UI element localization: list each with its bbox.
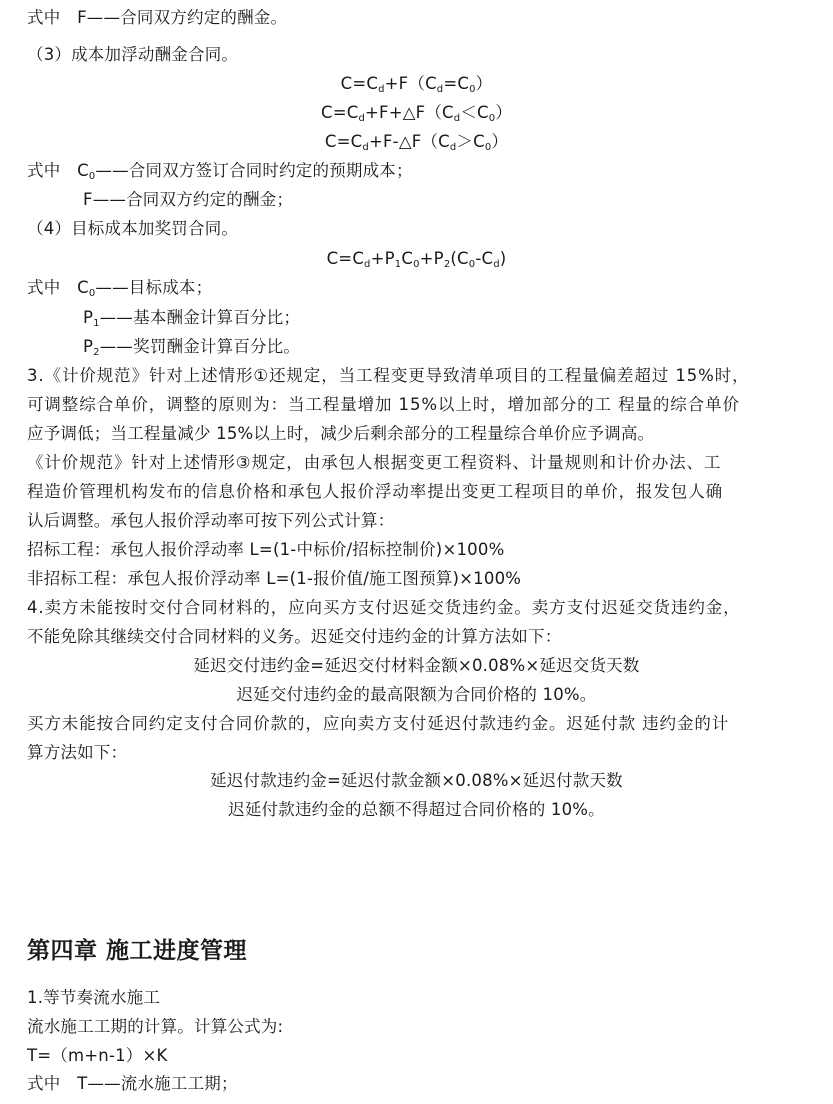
chapter-heading: 第四章 施工进度管理 <box>27 938 248 964</box>
text-line: 招标工程：承包人报价浮动率 L=(1-中标价/招标控制价)×100% <box>27 540 505 559</box>
text-line: $P_2——$奖罚酬金计算百分比。 <box>83 337 301 358</box>
text-line: 迟延付款违约金的总额不得超过合同价格的 10%。 <box>228 800 605 819</box>
text-line: 不能免除其继续交付合同材料的义务。迟延交付违约金的计算方法如下： <box>27 627 562 646</box>
text-line: 1.等节奏流水施工 <box>27 988 161 1007</box>
text-line: 可调整综合单价，调整的原则为：当工程量增加 15%以上时，增加部分的工 程量的综合单价 <box>27 395 740 414</box>
formula-line: $C=C_d+P_1C_0+P_2(C_0-C_d)$ <box>326 249 507 270</box>
text-line: 程造价管理机构发布的信息价格和承包人报价浮动率提出变更工程项目的单价，报发包人确 <box>27 482 723 501</box>
formula-line: 延迟付款违约金=延迟付款金额×0.08%×延迟付款天数 <box>210 771 623 790</box>
text-line: 应予调低；当工程量减少 15%以上时，减少后剩余部分的工程量综合单价应予调高。 <box>27 424 655 443</box>
formula-line: $C=C_d+F+\triangle F(C_d<C_0)$ <box>320 103 513 124</box>
text-line: 4.卖方未能按时交付合同材料的，应向买方支付迟延交货违约金。卖方支付迟延交货违约金， <box>27 598 741 617</box>
text-line: （4）目标成本加奖罚合同。 <box>27 219 239 238</box>
formula-line: T=（m+n-1）×K <box>27 1046 168 1065</box>
text-line: $P_1——$基本酬金计算百分比； <box>83 308 301 329</box>
text-line: 算方法如下： <box>27 743 128 762</box>
text-line: 3.《计价规范》针对上述情形①还规定，当工程变更导致清单项目的工程量偏差超过 15%时， <box>27 366 750 385</box>
formula-line: 延迟交付违约金=延迟交付材料金额×0.08%×延迟交货天数 <box>193 656 640 675</box>
text-line: 式中 F——合同双方约定的酬金。 <box>27 8 288 27</box>
text-line: 认后调整。承包人报价浮动率可按下列公式计算： <box>27 511 395 530</box>
text-line: 式中 T——流水施工工期； <box>27 1074 238 1093</box>
text-line: 式中 $C_0——$合同双方签订合同时约定的预期成本； <box>27 161 413 182</box>
text-line: 流水施工工期的计算。计算公式为: <box>27 1017 284 1036</box>
text-line: 买方未能按合同约定支付合同价款的，应向卖方支付延迟付款违约金。迟延付款 违约金的计 <box>27 714 730 733</box>
text-line: 《计价规范》针对上述情形③规定，由承包人根据变更工程资料、计量规则和计价办法、工 <box>27 453 722 472</box>
text-line: 迟延交付违约金的最高限额为合同价格的 10%。 <box>236 685 597 704</box>
formula-line: $C=C_d+F(C_d=C_0)$ <box>340 74 493 95</box>
text-line: 非招标工程：承包人报价浮动率 L=(1-报价值/施工图预算)×100% <box>27 569 522 588</box>
text-line: （3）成本加浮动酬金合同。 <box>27 45 239 64</box>
text-line: F——合同双方约定的酬金； <box>83 190 294 209</box>
text-line: 式中 $C_0——$目标成本； <box>27 278 213 299</box>
formula-line: $C=C_d+F-\triangle F(C_d>C_0)$ <box>324 132 509 153</box>
